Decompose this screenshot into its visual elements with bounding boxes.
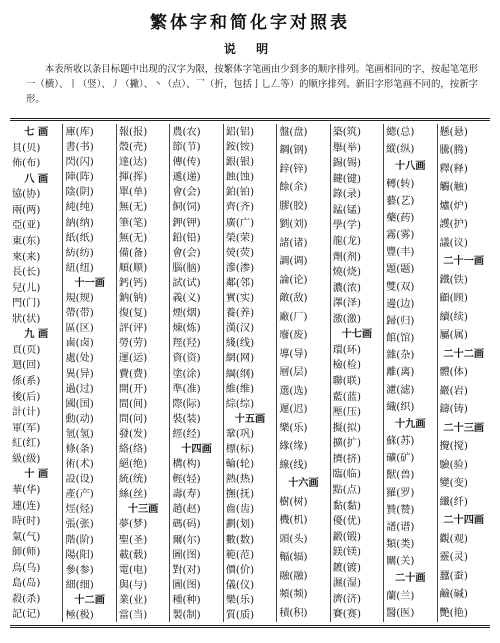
- char-pair: 鉑(铂): [225, 187, 255, 199]
- char-pair: 護(护): [439, 219, 468, 231]
- char-pair: 鋅(锌): [279, 163, 308, 175]
- char-pair: 融(融): [279, 570, 308, 582]
- char-pair: 條(条): [65, 443, 94, 455]
- char-pair: 氣(气): [12, 531, 41, 543]
- char-pair: 緣(缘): [279, 441, 308, 453]
- char-pair: 濾(滤): [386, 384, 415, 396]
- char-pair: 壽(寿): [172, 489, 201, 501]
- char-pair: 絲(丝): [118, 489, 148, 501]
- table-column-1: [10, 124, 63, 622]
- char-pair: 顧(顾): [439, 293, 468, 305]
- char-pair: 續(续): [439, 311, 468, 323]
- char-pair: 綫(线): [225, 338, 255, 350]
- char-pair: 銨(铵): [225, 142, 255, 154]
- char-pair: 庫(库): [65, 127, 94, 138]
- char-pair: 來(来): [12, 251, 41, 263]
- table-top-rule-inner: [10, 120, 490, 121]
- char-pair: 藍(蓝): [332, 391, 361, 403]
- char-pair: 綱(纲): [225, 368, 255, 380]
- stroke-count-heading: 十三画: [127, 503, 159, 516]
- char-pair: 調(调): [279, 256, 308, 268]
- char-pair: 論(论): [279, 274, 308, 286]
- char-pair: 劃(划): [225, 519, 255, 531]
- char-pair: 異(异): [65, 368, 94, 380]
- char-pair: 構(构): [172, 459, 201, 471]
- char-pair: 觸(触): [439, 182, 468, 194]
- char-pair: 對(对): [172, 564, 201, 576]
- char-pair: 選(选): [279, 385, 308, 397]
- char-pair: 鹵(卤): [65, 338, 94, 350]
- char-pair: 臨(临): [332, 469, 361, 481]
- char-pair: 錫(锡): [332, 158, 361, 170]
- char-pair: 數(数): [225, 534, 255, 546]
- char-pair: 資(资): [172, 353, 201, 365]
- char-pair: 師(师): [12, 547, 41, 559]
- char-pair: 門(门): [12, 298, 41, 310]
- char-pair: 鉀(钾): [172, 217, 201, 229]
- char-pair: 鍛(锻): [332, 531, 361, 543]
- char-pair: 飼(饲): [172, 202, 201, 214]
- char-pair: 巖(岩): [439, 385, 468, 397]
- stroke-count-heading: 十五画: [234, 412, 266, 425]
- char-pair: 議(议): [439, 237, 468, 249]
- char-pair: 織(织): [386, 401, 415, 413]
- char-pair: 濕(湿): [332, 578, 361, 590]
- char-pair: 聖(圣): [118, 534, 148, 546]
- table-column-7: [331, 124, 384, 622]
- char-pair: 舉(举): [332, 142, 361, 154]
- char-pair: 樂(乐): [279, 422, 308, 434]
- char-pair: 驗(验): [439, 459, 468, 471]
- char-pair: 島(岛): [12, 578, 41, 590]
- char-pair: 熒(荧): [225, 247, 255, 259]
- char-pair: 鋁(铝): [225, 127, 255, 138]
- char-pair: 單(单): [118, 187, 148, 199]
- char-pair: 蝕(蚀): [225, 172, 255, 184]
- char-pair: 樹(树): [279, 496, 308, 508]
- char-pair: 發(发): [118, 428, 148, 440]
- char-pair: 滲(渗): [225, 262, 255, 274]
- char-pair: 趙(赵): [172, 504, 201, 516]
- char-pair: 紐(纽): [65, 262, 94, 274]
- char-pair: 節(节): [172, 142, 201, 154]
- char-pair: 區(区): [65, 323, 94, 335]
- stroke-count-heading: 二十画: [395, 572, 426, 585]
- char-pair: 備(备): [118, 247, 148, 259]
- char-pair: 際(际): [172, 398, 201, 410]
- char-pair: 煙(烟): [172, 308, 201, 320]
- intro-paragraph: 本表所收以条目标题中出现的汉字为限，按繁体字笔画由少到多的顺序排列。笔画相同的字，按起笔笔形一（横）、丨（竖）、丿（撇）、丶（点）、乛（折，包括亅乚𠃋等）的顺序排列。新旧字形笔画不同的，按新字形。: [26, 64, 478, 105]
- char-pair: 積(积): [279, 607, 308, 619]
- char-pair: 廠(厂): [279, 311, 308, 323]
- char-pair: 無(无): [118, 232, 148, 244]
- char-pair: 藝(艺): [386, 195, 415, 207]
- char-pair: 歸(归): [386, 315, 415, 327]
- char-pair: 檢(检): [332, 360, 361, 372]
- char-pair: 輕(轻): [172, 474, 201, 486]
- char-pair: 規(规): [65, 293, 94, 305]
- char-pair: 間(间): [118, 398, 148, 410]
- char-pair: 納(纳): [65, 217, 94, 229]
- char-pair: 蘭(兰): [386, 590, 415, 602]
- char-pair: 纖(纤): [439, 496, 468, 508]
- char-pair: 縱(纵): [386, 144, 415, 156]
- char-pair: 醫(医): [386, 607, 415, 619]
- char-pair: 儀(仪): [225, 579, 255, 591]
- char-pair: 業(业): [118, 594, 148, 606]
- char-pair: 產(产): [65, 489, 94, 501]
- char-pair: 夢(梦): [118, 519, 148, 531]
- char-pair: 殼(壳): [118, 142, 148, 154]
- char-pair: 標(标): [225, 443, 255, 455]
- char-pair: 報(报): [118, 127, 148, 138]
- table-column-9: [438, 124, 490, 622]
- char-pair: 優(优): [332, 516, 361, 528]
- char-pair: 鋼(钢): [279, 145, 308, 157]
- char-pair: 佈(布): [12, 158, 41, 170]
- char-pair: 觀(观): [439, 533, 468, 545]
- char-pair: 點(点): [332, 484, 361, 496]
- stroke-count-heading: 十二画: [74, 593, 105, 606]
- char-pair: 傳(传): [172, 157, 201, 169]
- char-pair: 會(会): [172, 187, 201, 199]
- char-pair: 會(会): [172, 247, 201, 259]
- char-pair: 紡(纺): [65, 247, 94, 259]
- char-pair: 狀(状): [12, 313, 41, 325]
- char-pair: 過(过): [65, 383, 94, 395]
- char-pair: 勞(劳): [118, 338, 148, 350]
- char-pair: 藥(药): [386, 212, 415, 224]
- char-pair: 鎂(镁): [332, 547, 361, 559]
- char-pair: 獸(兽): [386, 470, 415, 482]
- char-pair: 時(时): [12, 516, 41, 528]
- char-pair: 準(准): [172, 383, 201, 395]
- char-pair: 運(运): [118, 353, 148, 365]
- char-pair: 壓(压): [332, 407, 361, 419]
- char-pair: 鹼(碱): [439, 589, 468, 601]
- table-column-2: [63, 124, 116, 622]
- char-pair: 築(筑): [332, 127, 361, 138]
- char-pair: 聯(联): [332, 376, 361, 387]
- char-pair: 頻(频): [279, 589, 308, 601]
- page-title: 繁体字和简化字对照表: [150, 13, 350, 33]
- char-pair: 亞(亚): [12, 220, 41, 232]
- char-pair: 爾(尔): [172, 534, 201, 546]
- char-pair: 邊(边): [386, 298, 415, 310]
- char-pair: 體(体): [439, 367, 468, 379]
- char-pair: 養(养): [225, 308, 255, 320]
- char-pair: 鈣(钙): [118, 277, 148, 289]
- char-pair: 農(农): [172, 127, 201, 138]
- char-pair: 達(达): [118, 157, 148, 169]
- char-pair: 華(华): [12, 484, 41, 496]
- char-pair: 學(学): [332, 220, 361, 232]
- char-pair: 礦(矿): [386, 453, 415, 465]
- char-pair: 羅(罗): [386, 487, 415, 499]
- char-pair: 擠(挤): [332, 453, 361, 465]
- stroke-count-heading: 二十一画: [443, 255, 485, 268]
- char-pair: 關(关): [386, 556, 415, 568]
- char-pair: 陣(阵): [65, 172, 94, 184]
- char-pair: 極(极): [65, 610, 94, 621]
- char-pair: 參(参): [65, 564, 94, 576]
- char-pair: 導(导): [279, 348, 308, 360]
- char-pair: 樂(乐): [225, 594, 255, 606]
- char-pair: 騰(腾): [439, 145, 468, 157]
- char-pair: 輪(轮): [225, 459, 255, 471]
- char-pair: 銀(银): [225, 157, 255, 169]
- char-pair: 種(种): [172, 594, 201, 606]
- char-pair: 動(动): [65, 413, 94, 425]
- char-pair: 線(线): [279, 459, 308, 471]
- char-pair: 書(书): [65, 142, 94, 154]
- char-pair: 雜(杂): [386, 350, 415, 362]
- char-pair: 澤(泽): [332, 298, 361, 310]
- char-pair: 蘇(苏): [386, 436, 415, 448]
- char-pair: 屬(属): [439, 330, 468, 342]
- stroke-count-heading: 十一画: [74, 276, 105, 289]
- char-pair: 費(费): [118, 368, 148, 380]
- stroke-count-heading: 十六画: [288, 477, 319, 490]
- char-pair: 劑(剂): [332, 251, 361, 263]
- char-pair: 與(与): [118, 579, 148, 591]
- char-pair: 網(网): [225, 353, 255, 365]
- char-pair: 迴(回): [12, 360, 41, 372]
- char-pair: 製(制): [172, 610, 201, 621]
- char-pair: 係(系): [12, 376, 41, 387]
- char-pair: 絡(络): [118, 443, 148, 455]
- char-pair: 煉(炼): [172, 323, 201, 335]
- char-pair: 軍(军): [12, 422, 41, 434]
- char-pair: 順(顺): [118, 262, 148, 274]
- char-pair: 懸(悬): [439, 127, 468, 138]
- char-pair: 裝(装): [172, 413, 201, 425]
- char-pair: 無(无): [118, 202, 148, 214]
- character-table: [10, 124, 490, 622]
- char-pair: 碼(码): [172, 519, 201, 531]
- char-pair: 電(电): [118, 564, 148, 576]
- char-pair: 帶(带): [65, 308, 94, 320]
- table-column-8: [384, 124, 437, 622]
- char-pair: 紅(红): [12, 438, 41, 450]
- table-bottom-rule: [10, 625, 490, 626]
- char-pair: 羥(羟): [172, 338, 201, 350]
- char-pair: 殺(杀): [12, 593, 41, 605]
- char-pair: 鞏(巩): [225, 428, 255, 440]
- char-pair: 開(开): [118, 383, 148, 395]
- char-pair: 激(激): [332, 313, 361, 325]
- char-pair: 載(载): [118, 549, 148, 561]
- char-pair: 閃(闪): [65, 157, 94, 169]
- char-pair: 協(协): [12, 189, 41, 201]
- table-column-4: [170, 124, 223, 622]
- char-pair: 機(机): [279, 515, 308, 527]
- char-pair: 雙(双): [386, 281, 415, 293]
- char-pair: 紙(纸): [65, 232, 94, 244]
- char-pair: 錄(录): [332, 189, 361, 201]
- char-pair: 兒(儿): [12, 282, 41, 294]
- char-pair: 陽(阳): [65, 549, 94, 561]
- section-heading: 说 明: [223, 42, 277, 56]
- char-pair: 靈(灵): [439, 552, 468, 564]
- char-pair: 燒(烧): [332, 267, 361, 279]
- char-pair: 鉛(铅): [172, 232, 201, 244]
- table-column-5: [224, 124, 277, 622]
- char-pair: 問(问): [118, 413, 148, 425]
- char-pair: 設(设): [65, 474, 94, 486]
- char-pair: 處(处): [65, 353, 94, 365]
- char-pair: 鍍(镀): [332, 562, 361, 574]
- table-bottom-rule-inner: [10, 627, 490, 628]
- char-pair: 評(评): [118, 323, 148, 335]
- char-pair: 細(细): [65, 579, 94, 591]
- stroke-count-heading: 十 画: [24, 468, 49, 481]
- char-pair: 漢(汉): [225, 323, 255, 335]
- char-pair: 離(离): [386, 367, 415, 379]
- char-pair: 復(复): [118, 308, 148, 320]
- char-pair: 齊(齐): [225, 202, 255, 214]
- char-pair: 筆(笔): [118, 217, 148, 229]
- char-pair: 當(当): [118, 610, 148, 621]
- char-pair: 總(总): [386, 127, 415, 138]
- char-pair: 記(记): [12, 609, 41, 621]
- table-column-6: [277, 124, 330, 622]
- stroke-count-heading: 二十三画: [443, 421, 485, 434]
- char-pair: 頭(头): [279, 533, 308, 545]
- char-pair: 鍵(键): [332, 173, 361, 185]
- char-pair: 鄰(邻): [225, 277, 255, 289]
- stroke-count-heading: 十九画: [395, 417, 426, 430]
- char-pair: 陰(阴): [65, 187, 94, 199]
- char-pair: 範(范): [225, 549, 255, 561]
- char-pair: 遞(递): [172, 172, 201, 184]
- char-pair: 釋(释): [439, 163, 468, 175]
- char-pair: 氫(氢): [65, 428, 94, 440]
- table-top-rule: [10, 118, 490, 119]
- char-pair: 純(纯): [65, 202, 94, 214]
- char-pair: 盤(盘): [279, 127, 308, 138]
- stroke-count-heading: 十八画: [395, 160, 426, 173]
- char-pair: 龍(龙): [332, 235, 361, 247]
- char-pair: 試(试): [172, 277, 201, 289]
- char-pair: 廢(废): [279, 330, 308, 342]
- char-pair: 鈉(钠): [118, 293, 148, 305]
- char-pair: 揮(挥): [118, 172, 148, 184]
- char-pair: 烴(烃): [65, 504, 94, 516]
- char-pair: 贊(赞): [386, 504, 415, 516]
- char-pair: 擬(拟): [332, 422, 361, 434]
- stroke-count-heading: 二十四画: [443, 514, 485, 527]
- char-pair: 艷(艳): [439, 607, 468, 619]
- char-pair: 鑄(铸): [439, 404, 468, 416]
- char-pair: 實(实): [225, 293, 255, 305]
- char-pair: 敵(敌): [279, 293, 308, 305]
- char-pair: 連(连): [12, 500, 41, 512]
- char-pair: 級(级): [12, 453, 41, 465]
- char-pair: 霧(雾): [386, 230, 415, 242]
- char-pair: 館(馆): [386, 333, 415, 345]
- char-pair: 劉(刘): [279, 219, 308, 231]
- char-pair: 榮(荣): [225, 232, 255, 244]
- char-pair: 東(东): [12, 235, 41, 247]
- char-pair: 維(维): [225, 383, 255, 395]
- char-pair: 質(质): [225, 610, 255, 621]
- char-pair: 長(长): [12, 267, 41, 279]
- char-pair: 後(后): [12, 391, 41, 403]
- stroke-count-heading: 九 画: [24, 328, 49, 341]
- char-pair: 膠(胶): [279, 200, 308, 212]
- char-pair: 腦(脑): [172, 262, 201, 274]
- char-pair: 濃(浓): [332, 282, 361, 294]
- char-pair: 圖(图): [172, 549, 201, 561]
- char-pair: 廣(广): [225, 217, 255, 229]
- char-pair: 貝(贝): [12, 142, 41, 154]
- char-pair: 遲(迟): [279, 404, 308, 416]
- char-pair: 張(张): [65, 519, 94, 531]
- char-pair: 鐵(铁): [439, 274, 468, 286]
- char-pair: 類(类): [386, 539, 415, 551]
- char-pair: 義(义): [172, 293, 201, 305]
- char-pair: 轉(转): [386, 178, 415, 190]
- char-pair: 攪(搅): [439, 441, 468, 453]
- stroke-count-heading: 八 画: [24, 172, 49, 185]
- char-pair: 計(计): [12, 407, 41, 419]
- char-pair: 譜(谱): [386, 521, 415, 533]
- char-pair: 價(价): [225, 564, 255, 576]
- char-pair: 濟(济): [332, 593, 361, 605]
- char-pair: 擴(扩): [332, 438, 361, 450]
- char-pair: 黏(黏): [332, 500, 361, 512]
- char-pair: 題(题): [386, 264, 415, 276]
- char-pair: 烏(乌): [12, 562, 41, 574]
- char-pair: 餘(余): [279, 182, 308, 194]
- stroke-count-heading: 二十二画: [443, 347, 485, 360]
- char-pair: 輻(辐): [279, 552, 308, 564]
- char-pair: 國(国): [65, 398, 94, 410]
- char-pair: 經(经): [172, 428, 201, 440]
- char-pair: 撫(抚): [225, 489, 255, 501]
- stroke-count-heading: 十四画: [181, 442, 212, 455]
- char-pair: 齒(齿): [225, 504, 255, 516]
- char-pair: 豐(丰): [386, 247, 415, 259]
- table-column-3: [117, 124, 170, 622]
- stroke-count-heading: 七 画: [24, 126, 49, 138]
- char-pair: 層(层): [279, 367, 308, 379]
- char-pair: 綜(综): [225, 398, 255, 410]
- char-pair: 統(统): [118, 474, 148, 486]
- char-pair: 賽(赛): [332, 609, 361, 621]
- char-pair: 變(变): [439, 478, 468, 490]
- char-pair: 熱(热): [225, 474, 255, 486]
- char-pair: 諸(诸): [279, 237, 308, 249]
- char-pair: 環(环): [332, 344, 361, 356]
- char-pair: 絕(绝): [118, 459, 148, 471]
- char-pair: 錳(锰): [332, 204, 361, 216]
- char-pair: 爐(炉): [439, 200, 468, 212]
- char-pair: 頁(页): [12, 344, 41, 356]
- char-pair: 術(术): [65, 459, 94, 471]
- char-pair: 圖(图): [172, 579, 201, 591]
- char-pair: 塗(涂): [172, 368, 201, 380]
- char-pair: 蠶(蚕): [439, 570, 468, 582]
- char-pair: 兩(两): [12, 204, 41, 216]
- char-pair: 階(阶): [65, 534, 94, 546]
- stroke-count-heading: 十七画: [341, 328, 373, 341]
